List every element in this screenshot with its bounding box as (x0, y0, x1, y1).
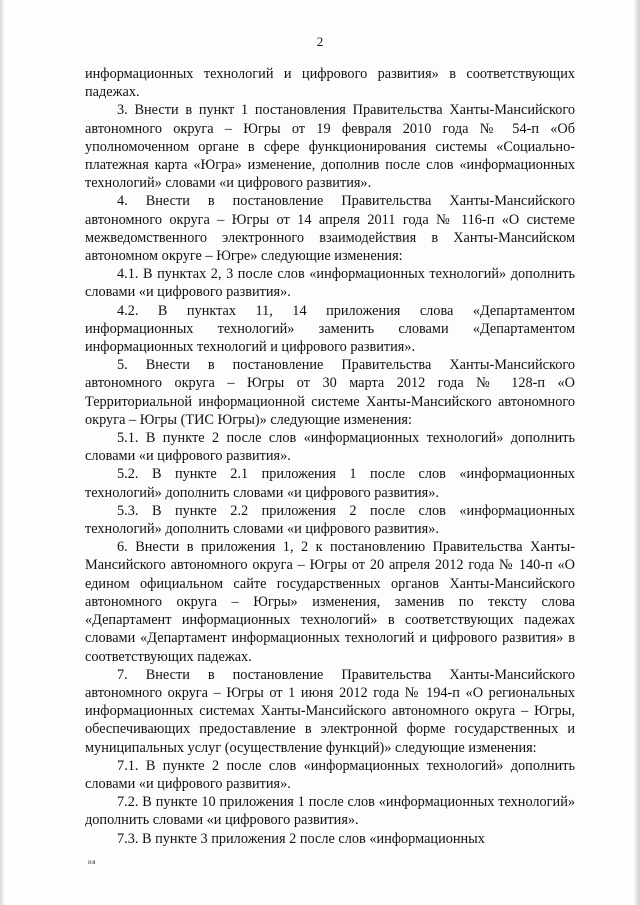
paragraph-item-4-1: 4.1. В пунктах 2, 3 после слов «информационных технологий» дополнить словами «и цифрового развития». (85, 266, 575, 301)
paragraph-item-6: 6. Внести в приложения 1, 2 к постановлению Правительства Ханты-Мансийского автономного округа – Югры от 20 апреля 2012 года № 140-п «О едином официальном сайте государственных органов Ханты-Мансийского автономного округа – Югры» изменения, заменив по тексту слова «Департамент информационных технологий» в соответствующих падежах словами «Департамент информационных технологий и цифрового развития» в соответствующих падежах. (85, 539, 575, 665)
paragraph-item-3: 3. Внести в пункт 1 постановления Правительства Ханты-Мансийского автономного округа – Югры от 19 февраля 2010 года № 54-п «Об уполномоченном органе в сфере функционирования системы «Социально-платежная карта «Югра» изменение, дополнив после слов «информационных технологий» словами «и цифрового развития». (85, 102, 575, 192)
document-body (85, 65, 575, 848)
paragraph-item-7-3: 7.3. В пункте 3 приложения 2 после слов «информационных (117, 830, 485, 847)
footer-mark: ия (88, 858, 96, 866)
paragraph-item-7: 7. Внести в постановление Правительства Ханты-Мансийского автономного округа – Югры от 1 июня 2012 года № 194-п «О региональных информационных системах Ханты-Мансийского автономного округа – Югры, обеспечивающих предоставление в электронной форме государственных и муниципальных услуг (осуществление функций)» следующие изменения: (85, 666, 575, 756)
paragraph-item-5-1: 5.1. В пункте 2 после слов «информационных технологий» дополнить словами «и цифрового развития». (85, 430, 575, 465)
paragraph-item-5-2: 5.2. В пункте 2.1 приложения 1 после слов «информационных технологий» дополнить словами «и цифрового развития». (85, 466, 575, 501)
paragraph-item-5-3: 5.3. В пункте 2.2 приложения 2 после слов «информационных технологий» дополнить словами «и цифрового развития». (85, 502, 575, 538)
page-number: 2 (316, 34, 324, 49)
scan-edge-left (0, 0, 4, 905)
paragraph-item-7-2: 7.2. В пункте 10 приложения 1 после слов «информационных технологий» дополнить словами «и цифрового развития». (85, 794, 575, 829)
paragraph-item-7-1: 7.1. В пункте 2 после слов «информационных технологий» дополнить словами «и цифрового развития». (85, 757, 575, 792)
paragraph-continuation: информационных технологий и цифрового развития» в соответствующих падежах. (85, 66, 575, 101)
paragraph-item-4: 4. Внести в постановление Правительства Ханты-Мансийского автономного округа – Югры от 14 апреля 2011 года № 116-п «О системе межведомственного электронного взаимодействия в Ханты-Мансийском автономном округе – Югре» следующие изменения: (85, 193, 575, 265)
paragraph-item-4-2: 4.2. В пунктах 11, 14 приложения слова «Департаментом информационных технологий» заменить словами «Департаментом информационных технологий и цифрового развития». (85, 302, 575, 356)
scan-edge-right (634, 0, 640, 905)
paragraph-item-5: 5. Внести в постановление Правительства Ханты-Мансийского автономного округа – Югры от 30 марта 2012 года № 128-п «О Территориальной информационной системе Ханты-Мансийского автономного округа – Югры (ТИС Югры)» следующие изменения: (85, 357, 575, 428)
